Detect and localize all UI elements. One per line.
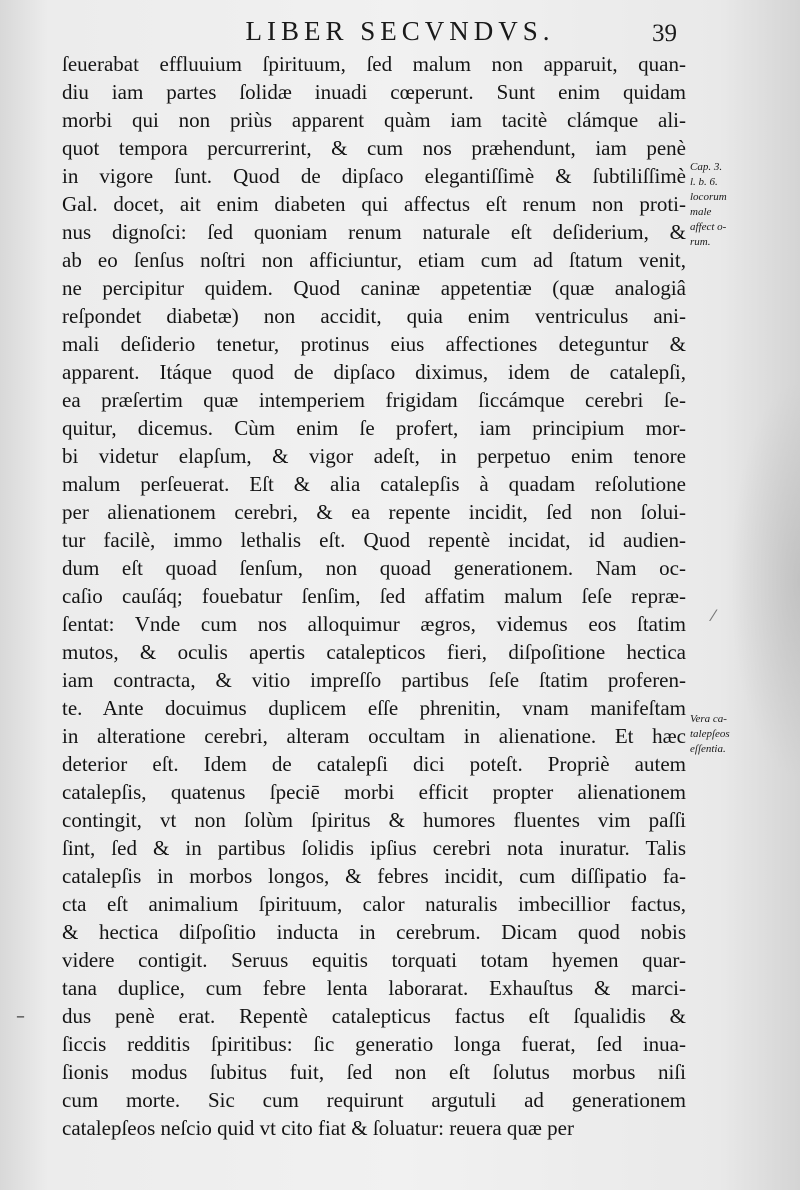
text-line: ſiccis redditis ſpiritibus: ſic generatio longa fuerat, ſed inua- <box>62 1032 686 1056</box>
text-line: quitur, dicemus. Cùm enim ſe profert, iam principium mor- <box>62 416 686 440</box>
margin-note-line: eſſentia. <box>690 743 726 755</box>
text-line: catalepſis, quatenus ſpeciē morbi efficit propter alienationem <box>62 780 686 804</box>
text-line: dus penè erat. Repentè catalepticus factus eſt ſqualidis & <box>62 1004 686 1028</box>
text-line: tur facilè, immo lethalis eſt. Quod repentè incidat, id audien- <box>62 528 686 552</box>
page-number: 39 <box>652 20 677 47</box>
text-line: ne percipitur quidem. Quod caninæ appetentiæ (quæ analogiâ <box>62 276 686 300</box>
margin-note-line: Cap. 3. <box>690 161 723 173</box>
text-line: catalepſeos neſcio quid vt cito fiat & ſoluatur: reuera quæ per <box>62 1116 574 1140</box>
text-line: in vigore ſunt. Quod de dipſaco elegantiſſimè & ſubtiliſſimè <box>62 164 686 188</box>
text-line: apparent. Itáque quod de dipſaco diximus, idem de catalepſi, <box>62 360 686 384</box>
text-line: ſeuerabat effluuium ſpirituum, ſed malum non apparuit, quan- <box>62 52 686 76</box>
text-line: dum eſt quoad ſenſum, non quoad generationem. Nam oc- <box>62 556 686 580</box>
margin-note-line: l. b. 6. <box>690 176 718 188</box>
margin-note-line: Vera ca- <box>690 713 727 725</box>
text-line: catalepſis in morbos longos, & febres incidit, cum diſſipatio fa- <box>62 864 686 888</box>
text-line: morbi qui non priùs apparent quàm iam tacitè clámque ali- <box>62 108 686 132</box>
text-line: ſionis modus ſubitus fuit, ſed non eſt ſolutus morbus niſi <box>62 1060 686 1084</box>
margin-note-reference <box>690 160 770 250</box>
text-line: quot tempora percurrerint, & cum nos præhendunt, iam penè <box>62 136 686 160</box>
margin-slash-mark: ⁄ <box>712 606 715 625</box>
body-text <box>62 50 686 1142</box>
text-line: caſio cauſáq; fouebatur ſenſim, ſed affatim malum ſeſe repræ- <box>62 584 686 608</box>
running-header: LIBER SECVNDVS. <box>245 16 555 46</box>
text-line: ab eo ſenſus noſtri non afficiuntur, etiam cum ad ſtatum venit, <box>62 248 686 272</box>
text-line: & hectica diſpoſitio inducta in cerebrum. Dicam quod nobis <box>62 920 686 944</box>
text-line: nus dignoſci: ſed quoniam renum naturale eſt deſiderium, & <box>62 220 686 244</box>
text-line: tana duplice, cum febre lenta laborarat. Exhauſtus & marci- <box>62 976 686 1000</box>
text-line: malum perſeuerat. Eſt & alia catalepſis à quadam reſolutione <box>62 472 686 496</box>
text-line: cum morte. Sic cum requirunt argutuli ad generationem <box>62 1088 686 1112</box>
margin-note-line: rum. <box>690 236 711 248</box>
text-line: ſentat: Vnde cum nos alloquimur ægros, videmus eos ſtatim <box>62 612 686 636</box>
text-line: mali deſiderio tenetur, protinus eius affectiones deteguntur & <box>62 332 686 356</box>
text-line: ea præſertim quæ intemperiem frigidam ſiccámque cerebri ſe- <box>62 388 686 412</box>
text-line: reſpondet diabetæ) non accidit, quia enim ventriculus ani- <box>62 304 686 328</box>
margin-note-line: affect o- <box>690 221 727 233</box>
text-line: videre contigit. Seruus equitis torquati totam hyemen quar- <box>62 948 686 972</box>
text-line: mutos, & oculis apertis catalepticos fieri, diſpoſitione hectica <box>62 640 686 664</box>
text-line: deterior eſt. Idem de catalepſi dici poteſt. Propriè autem <box>62 752 686 776</box>
text-line: per alienationem cerebri, & ea repente incidit, ſed non ſolui- <box>62 500 686 524</box>
text-line: bi videtur elapſum, & vigor adeſt, in perpetuo enim tenore <box>62 444 686 468</box>
margin-dash-mark: – <box>16 1006 25 1027</box>
text-line: diu iam partes ſolidæ inuadi cœperunt. Sunt enim quidam <box>62 80 686 104</box>
margin-note-line: locorum <box>690 191 727 203</box>
text-line: Gal. docet, ait enim diabeten qui affectus eſt renum non proti- <box>62 192 686 216</box>
text-line: contingit, vt non ſolùm ſpiritus & humores fluentes vim paſſi <box>62 808 686 832</box>
text-line: ſint, ſed & in partibus ſolidis ipſius cerebri nota inuratur. Talis <box>62 836 686 860</box>
margin-note-line: male <box>690 206 712 218</box>
text-line: iam contracta, & vitio impreſſo partibus ſeſe ſtatim proferen- <box>62 668 686 692</box>
text-line: cta eſt animalium ſpirituum, calor naturalis imbecillior factus, <box>62 892 686 916</box>
margin-note-essence <box>690 712 770 757</box>
text-line: te. Ante docuimus duplicem eſſe phrenitin, vnam manifeſtam <box>62 696 686 720</box>
text-line: in alteratione cerebri, alteram occultam in alienatione. Et hæc <box>62 724 686 748</box>
margin-note-line: talepſeos <box>690 728 730 740</box>
